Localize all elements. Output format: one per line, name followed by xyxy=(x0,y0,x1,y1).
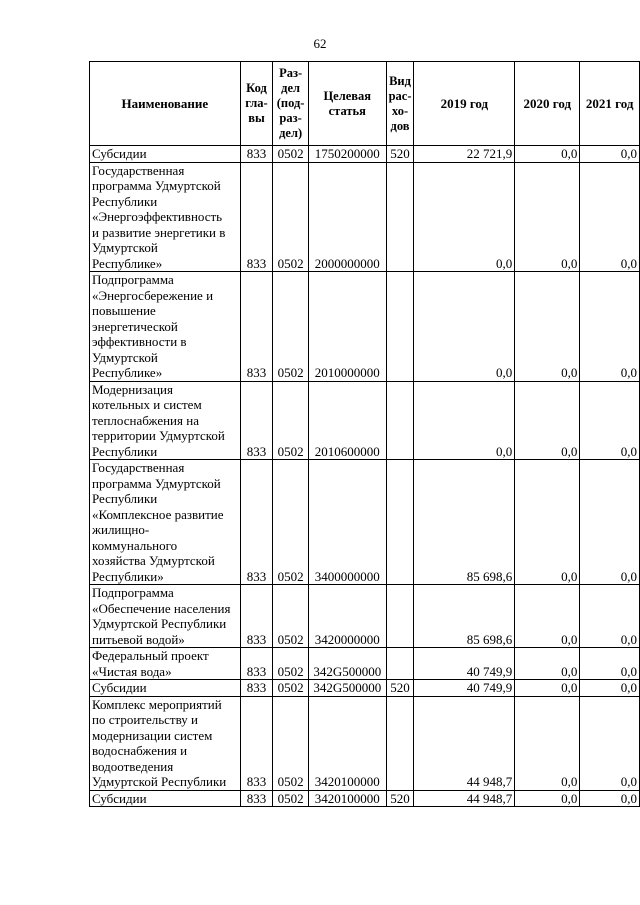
table-row xyxy=(90,381,640,460)
row-name-line: «Энергоэффективность xyxy=(92,209,223,224)
cell-y2021: 0,0 xyxy=(580,585,640,648)
header-line: вы xyxy=(248,111,265,125)
header-line: Код xyxy=(246,81,267,95)
cell-y2021: 0,0 xyxy=(580,680,640,697)
cell-code: 833 xyxy=(240,460,273,585)
header-target xyxy=(308,62,386,146)
cell-code: 833 xyxy=(240,381,273,460)
cell-expense: 520 xyxy=(386,790,414,807)
header-line: гла- xyxy=(245,96,268,110)
cell-section: 0502 xyxy=(273,381,309,460)
cell-expense: 520 xyxy=(386,680,414,697)
cell-expense xyxy=(386,460,414,585)
cell-y2020: 0,0 xyxy=(515,381,580,460)
header-line: Раз- xyxy=(279,66,303,80)
row-name xyxy=(90,460,241,585)
header-2021: 2021 год xyxy=(580,62,640,146)
header-row xyxy=(90,62,640,146)
cell-expense xyxy=(386,272,414,382)
row-name-line: территории Удмуртской xyxy=(92,428,225,443)
cell-expense xyxy=(386,585,414,648)
cell-target: 2010000000 xyxy=(308,272,386,382)
header-section xyxy=(273,62,309,146)
cell-y2019: 85 698,6 xyxy=(414,585,515,648)
cell-y2020: 0,0 xyxy=(515,162,580,272)
cell-section: 0502 xyxy=(273,585,309,648)
row-name-line: программа Удмуртской xyxy=(92,475,221,491)
cell-section: 0502 xyxy=(273,648,309,680)
cell-y2019: 40 749,9 xyxy=(414,648,515,680)
header-line: хо- xyxy=(391,103,409,118)
cell-y2021: 0,0 xyxy=(580,272,640,382)
table-row xyxy=(90,790,640,807)
cell-y2021: 0,0 xyxy=(580,146,640,163)
header-name: Наименование xyxy=(90,62,241,146)
cell-y2020: 0,0 xyxy=(515,696,580,790)
row-name-line: теплоснабжения на xyxy=(92,412,199,428)
cell-y2019: 85 698,6 xyxy=(414,460,515,585)
cell-y2021: 0,0 xyxy=(580,790,640,807)
cell-y2021: 0,0 xyxy=(580,460,640,585)
row-name-line: «Чистая вода» xyxy=(92,663,172,679)
cell-section: 0502 xyxy=(273,680,309,697)
row-name-line: «Энергосбережение и xyxy=(92,287,214,303)
row-name-line: Республике» xyxy=(92,255,163,271)
row-name-line: Субсидии xyxy=(92,680,147,695)
cell-target: 3420100000 xyxy=(308,696,386,790)
cell-code: 833 xyxy=(240,696,273,790)
cell-y2020: 0,0 xyxy=(515,680,580,697)
cell-y2019: 0,0 xyxy=(414,381,515,460)
row-name-line: Удмуртской xyxy=(92,349,158,365)
header-line: раз- xyxy=(279,111,302,125)
cell-code: 833 xyxy=(240,162,273,272)
table-row xyxy=(90,146,640,163)
cell-code: 833 xyxy=(240,790,273,807)
row-name-line: эффективности в xyxy=(92,334,187,349)
cell-target: 1750200000 xyxy=(308,146,386,163)
header-2020: 2020 год xyxy=(515,62,580,146)
row-name-line: «Комплексное развитие xyxy=(92,506,224,522)
header-line: статья xyxy=(328,103,366,118)
row-name-line: Подпрограмма xyxy=(92,272,174,287)
row-name-line: Комплекс мероприятий xyxy=(92,696,222,712)
cell-code: 833 xyxy=(240,585,273,648)
cell-y2020: 0,0 xyxy=(515,146,580,163)
cell-target: 2010600000 xyxy=(308,381,386,460)
cell-section: 0502 xyxy=(273,696,309,790)
table-row xyxy=(90,272,640,382)
row-name-line: Субсидии xyxy=(92,146,147,161)
row-name-line: водоснабжения и xyxy=(92,743,188,758)
row-name-line: Республики xyxy=(92,491,158,506)
row-name xyxy=(90,272,241,382)
cell-y2019: 22 721,9 xyxy=(414,146,515,163)
cell-y2020: 0,0 xyxy=(515,790,580,807)
cell-y2019: 44 948,7 xyxy=(414,696,515,790)
row-name-line: водоотведения xyxy=(92,758,174,774)
cell-target: 3420000000 xyxy=(308,585,386,648)
cell-y2019: 40 749,9 xyxy=(414,680,515,697)
cell-code: 833 xyxy=(240,648,273,680)
cell-section: 0502 xyxy=(273,162,309,272)
row-name xyxy=(90,146,241,163)
row-name-line: Удмуртской xyxy=(92,240,158,255)
cell-section: 0502 xyxy=(273,272,309,382)
row-name-line: жилищно- xyxy=(92,522,150,537)
row-name-line: Республике» xyxy=(92,365,163,380)
row-name-line: Государственная xyxy=(92,460,185,475)
cell-target: 342G500000 xyxy=(308,648,386,680)
cell-expense xyxy=(386,162,414,272)
header-expense xyxy=(386,62,414,146)
cell-target: 3420100000 xyxy=(308,790,386,807)
row-name-line: Модернизация xyxy=(92,381,173,397)
table-row xyxy=(90,680,640,697)
row-name-line: повышение xyxy=(92,303,156,318)
row-name-line: Республики xyxy=(92,443,158,459)
cell-target: 2000000000 xyxy=(308,162,386,272)
row-name-line: коммунального xyxy=(92,537,178,553)
row-name-line: питьевой водой» xyxy=(92,631,185,647)
cell-y2020: 0,0 xyxy=(515,460,580,585)
cell-y2020: 0,0 xyxy=(515,272,580,382)
cell-code: 833 xyxy=(240,272,273,382)
row-name xyxy=(90,696,241,790)
header-line: (под- xyxy=(276,96,305,110)
cell-section: 0502 xyxy=(273,146,309,163)
table-row xyxy=(90,648,640,680)
row-name-line: «Обеспечение населения xyxy=(92,600,231,616)
row-name-line: программа Удмуртской xyxy=(92,178,221,193)
header-2019: 2019 год xyxy=(414,62,515,146)
header-line: Вид xyxy=(389,73,411,88)
row-name-line: энергетической xyxy=(92,318,178,334)
budget-table xyxy=(89,61,640,807)
row-name-line: по строительству и xyxy=(92,712,198,727)
row-name-line: Республики xyxy=(92,193,158,209)
cell-code: 833 xyxy=(240,680,273,697)
cell-section: 0502 xyxy=(273,790,309,807)
row-name-line: Подпрограмма xyxy=(92,585,174,600)
row-name xyxy=(90,680,241,697)
table-row xyxy=(90,460,640,585)
header-code xyxy=(240,62,273,146)
row-name-line: и развитие энергетики в xyxy=(92,224,226,240)
cell-y2019: 0,0 xyxy=(414,162,515,272)
cell-y2021: 0,0 xyxy=(580,648,640,680)
cell-code: 833 xyxy=(240,146,273,163)
row-name-line: котельных и систем xyxy=(92,397,202,412)
cell-y2021: 0,0 xyxy=(580,162,640,272)
header-line: дел xyxy=(281,81,301,95)
row-name-line: Федеральный проект xyxy=(92,648,209,663)
page-number: 62 xyxy=(313,36,327,51)
cell-y2021: 0,0 xyxy=(580,696,640,790)
header-line: Целевая xyxy=(323,88,372,103)
header-line: дел) xyxy=(279,126,303,140)
header-line: дов xyxy=(390,118,410,133)
cell-target: 3400000000 xyxy=(308,460,386,585)
row-name-line: Республики» xyxy=(92,568,164,584)
cell-expense xyxy=(386,648,414,680)
table-row xyxy=(90,696,640,790)
row-name xyxy=(90,381,241,460)
row-name xyxy=(90,162,241,272)
row-name-line: Государственная xyxy=(92,162,185,178)
row-name xyxy=(90,790,241,807)
cell-y2020: 0,0 xyxy=(515,585,580,648)
row-name-line: хозяйства Удмуртской xyxy=(92,553,215,568)
cell-section: 0502 xyxy=(273,460,309,585)
row-name-line: Удмуртской Республики xyxy=(92,774,227,789)
table-row xyxy=(90,162,640,272)
row-name xyxy=(90,648,241,680)
cell-y2020: 0,0 xyxy=(515,648,580,680)
cell-y2019: 44 948,7 xyxy=(414,790,515,807)
row-name-line: Субсидии xyxy=(92,790,147,806)
row-name-line: модернизации систем xyxy=(92,727,213,743)
header-line: рас- xyxy=(388,88,412,103)
table-row xyxy=(90,585,640,648)
cell-y2021: 0,0 xyxy=(580,381,640,460)
cell-expense xyxy=(386,381,414,460)
cell-expense xyxy=(386,696,414,790)
cell-y2019: 0,0 xyxy=(414,272,515,382)
cell-expense: 520 xyxy=(386,146,414,163)
row-name-line: Удмуртской Республики xyxy=(92,616,227,631)
cell-target: 342G500000 xyxy=(308,680,386,697)
row-name xyxy=(90,585,241,648)
